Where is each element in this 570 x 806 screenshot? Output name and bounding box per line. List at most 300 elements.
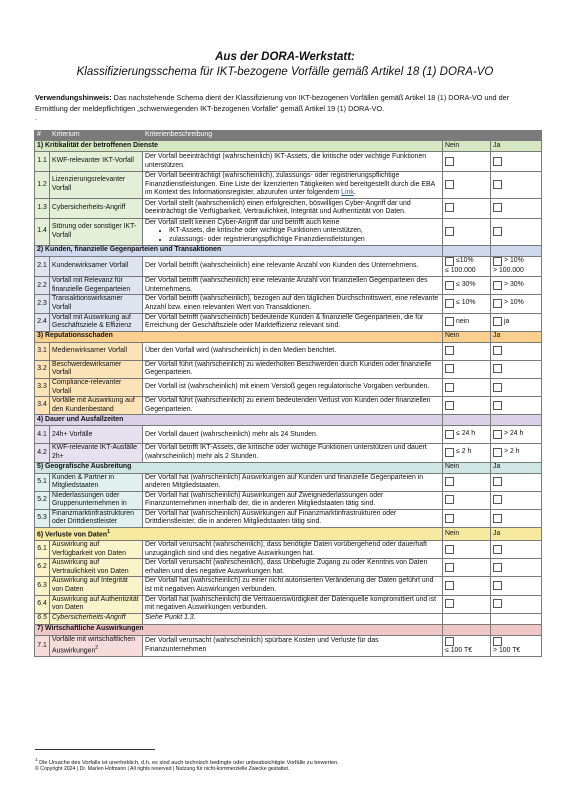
description-link[interactable]: Link (341, 189, 354, 197)
criterion-text: Medienwirksamer Vorfall (52, 346, 128, 354)
row-description (143, 473, 443, 491)
description-text: Über den Vorfall wird (wahrscheinlich) in den Medien berichtet. (145, 346, 337, 354)
ja-cell (491, 313, 542, 331)
row-criterion (50, 577, 143, 595)
table-row (35, 342, 542, 360)
criterion-text: Vorfall mit Relevanz für finanzielle Gegenparteien (52, 277, 131, 293)
row-number: 7.1 (35, 635, 50, 656)
ja-cell (491, 540, 542, 558)
checkbox-option[interactable] (445, 282, 476, 289)
row-number: 2.3 (35, 295, 50, 313)
row-number: 2.4 (35, 313, 50, 331)
ja-cell (491, 473, 542, 491)
row-description (143, 378, 443, 396)
checkbox[interactable] (445, 203, 454, 212)
checkbox-option[interactable] (445, 258, 476, 275)
row-description (143, 595, 443, 613)
checkbox[interactable] (445, 227, 454, 236)
row-criterion (50, 491, 143, 509)
checkbox[interactable] (493, 299, 502, 308)
checkbox-option[interactable] (493, 497, 504, 504)
row-number: 6.4 (35, 595, 50, 613)
criterion-text: Kundenwirksamer Vorfall (52, 262, 129, 270)
section-title (35, 331, 443, 342)
row-criterion (50, 444, 143, 462)
checkbox-label: ≤ 2 h (456, 448, 472, 456)
footnote-mark: 1 (35, 757, 38, 762)
checkbox-option[interactable] (445, 497, 456, 504)
footnote-text: Die Ursache des Vorfalls ist unerheblich, d.h. es sind auch technisch bedingte oder unbeabsichtigte Vorfälle zu bewerten. (39, 759, 339, 766)
checkbox[interactable] (445, 448, 454, 457)
criterion-text: Auswirkung auf Verfügbarkeit von Daten (52, 540, 126, 557)
table-row (35, 613, 542, 624)
row-criterion (50, 378, 143, 396)
table-row (35, 256, 542, 277)
table-row (35, 295, 542, 313)
checkbox-option[interactable] (493, 319, 509, 326)
description-text: Der Vorfall beeinträchtigt (wahrscheinlich), zulassungs- oder registrierungspflichtige Finanzdienstleistungen. Eine Liste der lizenzierten Tätigkeiten wird bereitgestellt durch die EBA im Kontext des Informationsregister, abzurufen unter folgendem (145, 172, 435, 197)
criterion-text: Niederlassungen oder Gruppenunternehmen in (52, 491, 127, 508)
nein-cell (443, 198, 491, 218)
checkbox-option[interactable] (445, 638, 488, 655)
checkbox-option[interactable] (445, 564, 456, 571)
checkbox-option[interactable] (445, 449, 471, 456)
checkbox-option[interactable] (493, 384, 504, 391)
row-number: 3.2 (35, 360, 50, 378)
row-description (143, 444, 443, 462)
checkbox[interactable] (445, 514, 454, 523)
checkbox-option[interactable] (445, 478, 456, 485)
criterion-text: Cybersicherheits-Angriff (52, 614, 126, 622)
description-text: Der Vorfall betrifft (wahrscheinlich) bedeutende Kunden & finanzielle Gegenparteien, die für Erreichung der Geschäftsziele oder Markteffizienz relevant sind. (145, 313, 424, 330)
checkbox[interactable] (445, 157, 454, 166)
section-nein-header (443, 415, 491, 426)
checkbox-option[interactable] (493, 515, 504, 522)
description-text: Der Vorfall verursacht (wahrscheinlich), dass benötigte Daten vorübergehend oder dauerhaft unzugänglich sind und dies negative Auswirkungen hat. (145, 540, 427, 557)
checkbox-option[interactable] (445, 384, 456, 391)
ja-cell (491, 577, 542, 595)
row-number: 6.2 (35, 559, 50, 577)
checkbox[interactable] (493, 514, 502, 523)
ja-cell (491, 397, 542, 415)
checkbox-label-line: > 100.000 (493, 266, 524, 274)
checkbox-option[interactable] (445, 600, 456, 607)
checkbox-option[interactable] (445, 205, 456, 212)
row-criterion (50, 360, 143, 378)
row-number: 3.1 (35, 342, 50, 360)
checkbox[interactable] (493, 448, 502, 457)
row-criterion (50, 198, 143, 218)
criterion-text: KWF-relevanter IKT-Vorfall (52, 157, 134, 165)
row-criterion (50, 613, 143, 624)
checkbox[interactable] (445, 257, 454, 266)
checkbox-option[interactable] (493, 366, 504, 373)
section-ja-header (491, 624, 542, 635)
row-criterion (50, 277, 143, 295)
checkbox[interactable] (493, 581, 502, 590)
checkbox-option[interactable] (493, 228, 504, 235)
table-row (35, 559, 542, 577)
row-number: 3.4 (35, 397, 50, 415)
row-number: 4.2 (35, 444, 50, 462)
checkbox[interactable] (493, 545, 502, 554)
checkbox[interactable] (493, 227, 502, 236)
ja-cell (491, 256, 542, 277)
checkbox-label: ja (504, 317, 510, 325)
description-bullet: • zulassungs- oder registrierungspflichtige Finanzdienstleistungen (169, 236, 440, 245)
header-nr: # (35, 131, 50, 141)
criterion-text: Auswirkung auf Vertraulichkeit von Daten (52, 559, 129, 575)
checkbox[interactable] (445, 383, 454, 392)
checkbox[interactable] (445, 317, 454, 326)
description-bullet: • IKT-Assets, die kritische oder wichtige Funktionen unterstützen, (169, 227, 440, 236)
table-row (35, 198, 542, 218)
checkbox[interactable] (493, 599, 502, 608)
checkbox-option[interactable] (493, 402, 504, 409)
checkbox-option[interactable] (445, 348, 456, 355)
ja-cell (491, 559, 542, 577)
row-description (143, 313, 443, 331)
row-criterion (50, 342, 143, 360)
table-row (35, 491, 542, 509)
checkbox-option[interactable] (445, 582, 456, 589)
ja-cell (491, 342, 542, 360)
row-number: 5.3 (35, 509, 50, 527)
ja-cell (491, 595, 542, 613)
table-row (35, 397, 542, 415)
checkbox-option[interactable] (493, 638, 539, 655)
table-row (35, 218, 542, 245)
table-row (35, 172, 542, 199)
checkbox[interactable] (445, 346, 454, 355)
section-title-text: 1) Kritikalität der betroffenen Dienste (37, 141, 158, 149)
row-description (143, 360, 443, 378)
checkbox[interactable] (493, 317, 502, 326)
row-number: 5.1 (35, 473, 50, 491)
header-beschreibung: Kriterienbeschreibung (143, 131, 542, 141)
checkbox-option[interactable] (493, 205, 504, 212)
description-text: Der Vorfall hat (wahrscheinlich) Auswirkungen auf Finanzmarktinfrastrukturen oder Drittdienstleister, die in anderen Mitgliedstaaten tätig sind. (145, 509, 397, 526)
section-title (35, 528, 443, 541)
description-text: Der Vorfall hat (wahrscheinlich) Auswirkungen auf Zweigniederlassungen oder Finanzunternehmen innerhalb der, die in anderen Mitgliedstaaten tätig sind. (145, 491, 384, 508)
checkbox-option[interactable] (445, 402, 456, 409)
checkbox[interactable] (493, 430, 502, 439)
row-number: 1.2 (35, 172, 50, 199)
checkbox[interactable] (493, 563, 502, 572)
row-description (143, 577, 443, 595)
row-description (143, 491, 443, 509)
row-description (143, 397, 443, 415)
document-title (0, 50, 570, 80)
checkbox[interactable] (445, 563, 454, 572)
description-text: Der Vorfall ist (wahrscheinlich) mit einem Verstoß gegen regulatorische Vorgaben verbunden. (145, 383, 430, 391)
header-kriterium: Kriterium (50, 131, 143, 141)
checkbox[interactable] (445, 401, 454, 410)
checkbox-option[interactable] (493, 546, 504, 553)
row-description (143, 152, 443, 172)
intro-dot: . (35, 113, 38, 122)
table-row (35, 577, 542, 595)
copyright-line: © Copyright 2024 | Dr. Marlen Hofmann | All rights reserved | Nutzung für nicht-kommerzielle Zwecke gestattet. (35, 766, 290, 772)
description-tail: . (353, 189, 356, 197)
criterion-text: Vorfälle mit Auswirkung auf den Kundenbestand (52, 397, 135, 413)
section-header-row (35, 141, 542, 152)
ja-cell (491, 360, 542, 378)
row-description (143, 256, 443, 277)
ja-cell (491, 444, 542, 462)
criterion-text: Auswirkung auf Authentizität von Daten (52, 595, 139, 612)
checkbox-option[interactable] (493, 348, 504, 355)
checkbox-label: ≤ 30% (456, 281, 476, 289)
checkbox-label: > 2 h (504, 448, 520, 456)
checkbox-option[interactable] (445, 319, 469, 326)
checkbox-option[interactable] (445, 158, 456, 165)
row-criterion (50, 295, 143, 313)
section-title-text: 2) Kunden, finanzielle Gegenparteien und Transaktionen (37, 246, 222, 254)
row-number: 3.3 (35, 378, 50, 396)
row-description (143, 559, 443, 577)
row-criterion (50, 540, 143, 558)
section-nein-header (443, 245, 491, 256)
nein-cell (443, 295, 491, 313)
row-criterion (50, 172, 143, 199)
checkbox[interactable] (445, 495, 454, 504)
checkbox-option[interactable] (445, 300, 476, 307)
checkbox-label-line: ≤10% (456, 256, 474, 264)
criterion-text: Störung oder sonstiger IKT-Vorfall (52, 223, 137, 239)
ja-cell (491, 426, 542, 444)
row-criterion (50, 218, 143, 245)
row-description (143, 277, 443, 295)
checkbox[interactable] (493, 383, 502, 392)
checkbox-option[interactable] (493, 158, 504, 165)
nein-cell (443, 444, 491, 462)
row-number: 1.4 (35, 218, 50, 245)
table-row (35, 378, 542, 396)
nein-cell (443, 397, 491, 415)
checkbox-option[interactable] (493, 478, 504, 485)
table-row (35, 595, 542, 613)
description-text: Der Vorfall verursacht (wahrscheinlich), dass Unbefugte Zugang zu oder Kenntnis von Daten erhalten und dies negative Auswirkungen hat. (145, 559, 428, 575)
table-row (35, 313, 542, 331)
checkbox-option[interactable] (493, 564, 504, 571)
table-row (35, 360, 542, 378)
row-description (143, 342, 443, 360)
checkbox[interactable] (493, 346, 502, 355)
row-description (143, 540, 443, 558)
checkbox[interactable] (445, 281, 454, 290)
description-text: Der Vorfall verursacht (wahrscheinlich) spürbare Kosten und Verluste für das Finanzunternehmen (145, 637, 379, 653)
row-number: 6.1 (35, 540, 50, 558)
section-title (35, 624, 443, 635)
checkbox-option[interactable] (493, 431, 523, 438)
checkbox[interactable] (493, 180, 502, 189)
ja-cell (491, 491, 542, 509)
section-title (35, 245, 443, 256)
intro-text: Das nachstehende Schema dient der Klassifizierung von IKT-bezogenen Vorfällen gemäß Artikel 18 (1) DORA-VO und der Ermittlung der meldepflichtigen „schwerwiegenden IKT-bezogenen Vorfälle“ gemäß Artikel 19 (1) DORA-VO. (35, 93, 510, 113)
ja-cell (491, 378, 542, 396)
nein-cell (443, 635, 491, 656)
section-header-row (35, 331, 542, 342)
section-title (35, 141, 443, 152)
description-text: Der Vorfall führt (wahrscheinlich) zu einem bedeutenden Verlust von Kunden oder finanziellen Gegenparteien. (145, 397, 431, 413)
section-ja-header: Ja (491, 462, 542, 473)
checkbox-option[interactable] (445, 431, 475, 438)
nein-cell (443, 218, 491, 245)
checkbox-option[interactable] (445, 181, 456, 188)
table-row (35, 509, 542, 527)
description-text: Der Vorfall betrifft (wahrscheinlich), bezogen auf den täglichen Durchschnittswert, eine relevante Anzahl bzw. einen relevanten Wert von Transaktionen. (145, 295, 439, 311)
section-nein-header: Nein (443, 331, 491, 342)
ja-cell (491, 172, 542, 199)
checkbox[interactable] (445, 364, 454, 373)
row-description (143, 426, 443, 444)
checkbox-label: > 10% (504, 299, 524, 307)
checkbox-option[interactable] (493, 449, 520, 456)
checkbox[interactable] (493, 495, 502, 504)
row-description (143, 635, 443, 656)
checkbox[interactable] (493, 401, 502, 410)
checkbox[interactable] (493, 257, 502, 266)
section-nein-header: Nein (443, 141, 491, 152)
ja-cell (491, 295, 542, 313)
row-criterion (50, 635, 143, 656)
row-description (143, 295, 443, 313)
row-description (143, 172, 443, 199)
criterion-text: Finanzmarktinfrastrukturen oder Drittdienstleister (52, 509, 134, 526)
criterion-text: Lizenzierungsrelevanter Vorfall (52, 176, 126, 192)
classification-table (34, 130, 542, 657)
checkbox-option[interactable] (493, 600, 504, 607)
section-title-text: 6) Verluste von Daten (37, 531, 108, 539)
checkbox[interactable] (445, 180, 454, 189)
ja-cell (491, 509, 542, 527)
checkbox-label: ≤ 100 T€ (445, 646, 473, 654)
criterion-text: Compliance-relevanter Vorfall (52, 378, 122, 395)
row-number: 2.2 (35, 277, 50, 295)
table-row (35, 540, 542, 558)
section-ja-header: Ja (491, 528, 542, 541)
checkbox-option[interactable] (445, 515, 456, 522)
table-row (35, 444, 542, 462)
row-criterion (50, 313, 143, 331)
ja-cell (491, 635, 542, 656)
section-header-row (35, 462, 542, 473)
checkbox-label-line: > 10% (504, 256, 524, 264)
checkbox[interactable] (493, 477, 502, 486)
checkbox-option[interactable] (493, 582, 504, 589)
nein-cell (443, 360, 491, 378)
nein-cell (443, 172, 491, 199)
checkbox-option[interactable] (445, 546, 456, 553)
row-criterion (50, 473, 143, 491)
section-nein-header (443, 624, 491, 635)
section-ja-header (491, 245, 542, 256)
nein-cell (443, 378, 491, 396)
checkbox-label: > 24 h (504, 430, 524, 438)
nein-cell (443, 313, 491, 331)
description-text: Der Vorfall betrifft IKT-Assets, die kritische oder wichtige Funktionen unterstützen und dauert (wahrscheinlich) mehr als 2 Stunden. (145, 444, 427, 460)
row-description (143, 613, 443, 624)
row-number: 1.3 (35, 198, 50, 218)
row-number: 4.1 (35, 426, 50, 444)
checkbox[interactable] (445, 599, 454, 608)
table-row (35, 426, 542, 444)
ja-cell (491, 613, 542, 624)
section-footnote-mark: 1 (107, 529, 110, 536)
criterion-text: 24h+ Vorfälle (52, 430, 93, 438)
checkbox-label: > 100 T€ (493, 646, 521, 654)
checkbox[interactable] (445, 581, 454, 590)
checkbox-label: > 30% (504, 281, 524, 289)
nein-cell (443, 559, 491, 577)
description-text: Der Vorfall betrifft (wahrscheinlich) eine relevante Anzahl von finanziellen Gegenparteien des Unternehmens. (145, 277, 428, 293)
checkbox[interactable] (445, 545, 454, 554)
checkbox[interactable] (493, 203, 502, 212)
row-number: 6.3 (35, 577, 50, 595)
description-text: Der Vorfall stellt keinen Cyber-Angriff dar und betrifft auch keine (145, 218, 340, 226)
table-row (35, 635, 542, 656)
checkbox[interactable] (445, 637, 454, 646)
checkbox-option[interactable] (493, 258, 524, 275)
description-text: Der Vorfall betrifft (wahrscheinlich) eine relevante Anzahl von Kunden des Unternehmens. (145, 262, 419, 270)
criterion-text: Cybersicherheits-Angriff (52, 203, 126, 211)
nein-cell (443, 509, 491, 527)
criterion-text: Auswirkung auf Integrität von Daten (52, 577, 128, 593)
title-line-2: Klassifizierungsschema für IKT-bezogene Vorfälle gemäß Artikel 18 (1) DORA-VO (76, 66, 494, 78)
checkbox[interactable] (493, 157, 502, 166)
row-number: 1.1 (35, 152, 50, 172)
criterion-text: Vorfälle mit wirtschaftlichen Auswirkungen (52, 635, 136, 655)
nein-cell (443, 577, 491, 595)
checkbox-option[interactable] (493, 282, 524, 289)
title-line-1: Aus der DORA-Werkstatt: (215, 51, 355, 63)
criterion-text: Beschwerdewirksamer Vorfall (52, 360, 122, 377)
table-row (35, 152, 542, 172)
checkbox-option[interactable] (493, 300, 524, 307)
section-title-text: 3) Reputationsschaden (37, 332, 113, 340)
checkbox-option[interactable] (445, 366, 456, 373)
checkbox-option[interactable] (445, 228, 456, 235)
checkbox-label: nein (456, 317, 470, 325)
description-text: Der Vorfall hat (wahrscheinlich) die Vertrauenswürdigkeit der Datenquelle kompromittiert und ist mit negativen Auswirkungen verbunden. (145, 595, 437, 612)
nein-cell (443, 342, 491, 360)
criterion-footnote-mark: 2 (95, 645, 99, 652)
nein-cell (443, 277, 491, 295)
section-header-row (35, 245, 542, 256)
ja-cell (491, 277, 542, 295)
checkbox[interactable] (445, 299, 454, 308)
section-ja-header: Ja (491, 141, 542, 152)
checkbox[interactable] (493, 364, 502, 373)
nein-cell (443, 256, 491, 277)
checkbox-option[interactable] (493, 181, 504, 188)
row-number: 2.1 (35, 256, 50, 277)
nein-cell (443, 613, 491, 624)
description-text: Der Vorfall beeinträchtigt (wahrscheinlich) IKT-Assets, die kritische oder wichtige Funktionen unterstützen. (145, 152, 427, 169)
section-nein-header: Nein (443, 462, 491, 473)
checkbox[interactable] (493, 281, 502, 290)
description-text: Siehe Punkt 1.3. (145, 614, 196, 622)
description-text: Der Vorfall dauert (wahrscheinlich) mehr als 24 Stunden. (145, 430, 318, 438)
footnote-separator (35, 749, 155, 750)
row-criterion (50, 152, 143, 172)
section-nein-header: Nein (443, 528, 491, 541)
checkbox[interactable] (445, 430, 454, 439)
checkbox[interactable] (445, 477, 454, 486)
checkbox[interactable] (493, 637, 502, 646)
table-row (35, 277, 542, 295)
